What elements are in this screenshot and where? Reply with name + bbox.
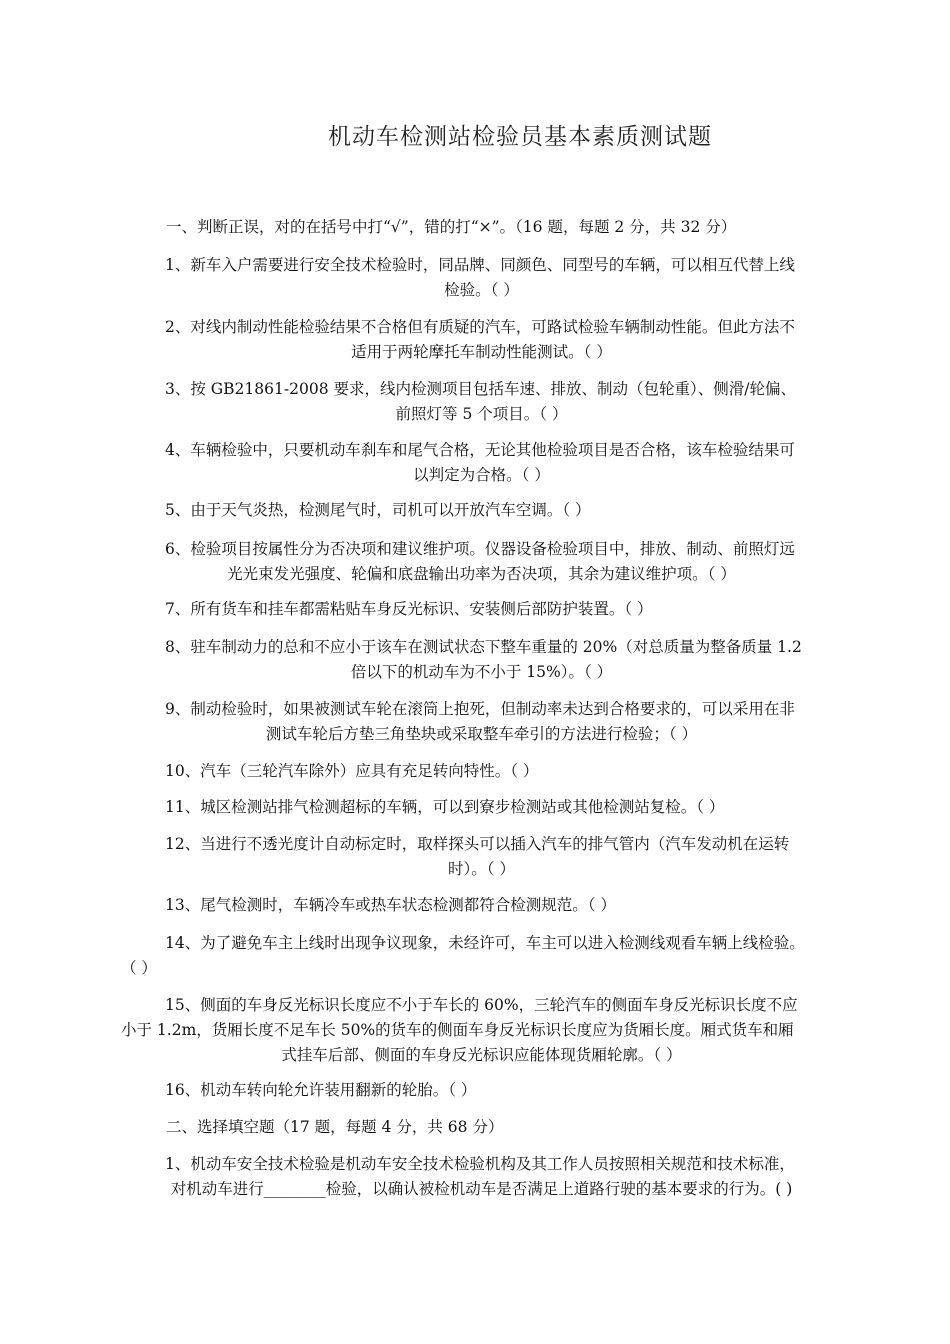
question-line: 1、机动车安全技术检验是机动车安全技术检验机构及其工作人员按照相关规范和技术标准， xyxy=(165,1155,795,1173)
question-line: 6、检验项目按属性分为否决项和建议维护项。仪器设备检验项目中，排放、制动、前照灯远 xyxy=(165,540,795,558)
question-line: 2、对线内制动性能检验结果不合格但有质疑的汽车，可路试检验车辆制动性能。但此方法不 xyxy=(165,318,795,336)
question-line: 12、当进行不透光度计自动标定时，取样探头可以插入汽车的排气管内（汽车发动机在运转 xyxy=(165,835,790,853)
question-line: 以判定为合格。（ ） xyxy=(413,466,550,484)
question-line: 4、车辆检验中，只要机动车刹车和尾气合格，无论其他检验项目是否合格，该车检验结果可 xyxy=(165,441,795,459)
question-line: 时）。（ ） xyxy=(448,860,515,878)
question-12 xyxy=(125,832,838,882)
question-4 xyxy=(125,438,838,488)
question-line: 7、所有货车和挂车都需粘贴车身反光标识、安装侧后部防护装置。（ ） xyxy=(165,600,653,618)
question-line: 8、驻车制动力的总和不应小于该车在测试状态下整车重量的 20%（对总质量为整备质量 1.2 xyxy=(165,638,802,656)
question-line: 前照灯等 5 个项目。（ ） xyxy=(395,405,568,423)
question-line: 14、为了避免车主上线时出现争议现象，未经许可，车主可以进入检测线观看车辆上线检验。 xyxy=(165,934,805,952)
question-15 xyxy=(121,993,838,1068)
choice-question-1 xyxy=(125,1152,838,1202)
question-line: 测试车轮后方垫三角垫块或采取整车牵引的方法进行检验；（ ） xyxy=(265,725,698,743)
question-line: 16、机动车转向轮允许装用翻新的轮胎。（ ） xyxy=(165,1081,477,1099)
section-2-heading: 二、选择填空题（17 题，每题 4 分，共 68 分） xyxy=(166,1118,504,1136)
question-16 xyxy=(125,1078,838,1103)
question-line: 13、尾气检测时，车辆冷车或热车状态检测都符合检测规范。（ ） xyxy=(165,896,616,914)
question-line: 光光束发光强度、轮偏和底盘输出功率为否决项，其余为建议维护项。（ ） xyxy=(227,565,736,583)
question-14 xyxy=(121,931,838,981)
question-line: 11、城区检测站排气检测超标的车辆，可以到寮步检测站或其他检测站复检。（ ） xyxy=(165,798,725,816)
question-1 xyxy=(125,253,838,303)
question-11 xyxy=(125,795,838,820)
question-line: 适用于两轮摩托车制动性能测试。（ ） xyxy=(351,343,612,361)
question-2 xyxy=(125,315,838,365)
question-line: 5、由于天气炎热，检测尾气时，司机可以开放汽车空调。（ ） xyxy=(165,501,591,519)
question-line: 检验。（ ） xyxy=(444,281,519,299)
question-7 xyxy=(125,597,838,622)
document-title: 机动车检测站检验员基本素质测试题 xyxy=(328,124,712,150)
question-line: 9、制动检验时，如果被测试车轮在滚筒上抱死，但制动率未达到合格要求的，可以采用在非 xyxy=(165,700,795,718)
question-6 xyxy=(125,537,838,587)
question-5 xyxy=(125,498,838,523)
question-line: 对机动车进行________检验，以确认被检机动车是否满足上道路行驶的基本要求的行为。( ) xyxy=(170,1180,793,1198)
question-line: 1、新车入户需要进行安全技术检验时，同品牌、同颜色、同型号的车辆，可以相互代替上线 xyxy=(165,256,795,274)
question-10 xyxy=(125,759,838,784)
question-line: 15、侧面的车身反光标识长度应不小于车长的 60%，三轮汽车的侧面车身反光标识长度不应 xyxy=(165,996,798,1014)
question-line: （ ） xyxy=(121,959,157,977)
question-line: 倍以下的机动车为不小于 15%）。（ ） xyxy=(350,663,613,681)
question-line: 3、按 GB21861-2008 要求，线内检测项目包括车速、排放、制动（包轮重）、侧滑/轮偏、 xyxy=(165,380,796,398)
section-1-heading: 一、判断正误，对的在括号中打“√”，错的打“×”。（16 题，每题 2 分，共 32 分） xyxy=(166,218,737,236)
question-13 xyxy=(125,893,838,918)
question-9 xyxy=(125,697,838,747)
question-line: 小于 1.2m，货厢长度不足车长 50%的货车的侧面车身反光标识长度应为货厢长度。厢式货车和厢 xyxy=(121,1021,794,1039)
question-line: 式挂车后部、侧面的车身反光标识应能体现货厢轮廓。（ ） xyxy=(281,1046,682,1064)
question-3 xyxy=(125,377,838,427)
question-8 xyxy=(125,635,838,685)
question-line: 10、汽车（三轮汽车除外）应具有充足转向特性。（ ） xyxy=(165,762,539,780)
